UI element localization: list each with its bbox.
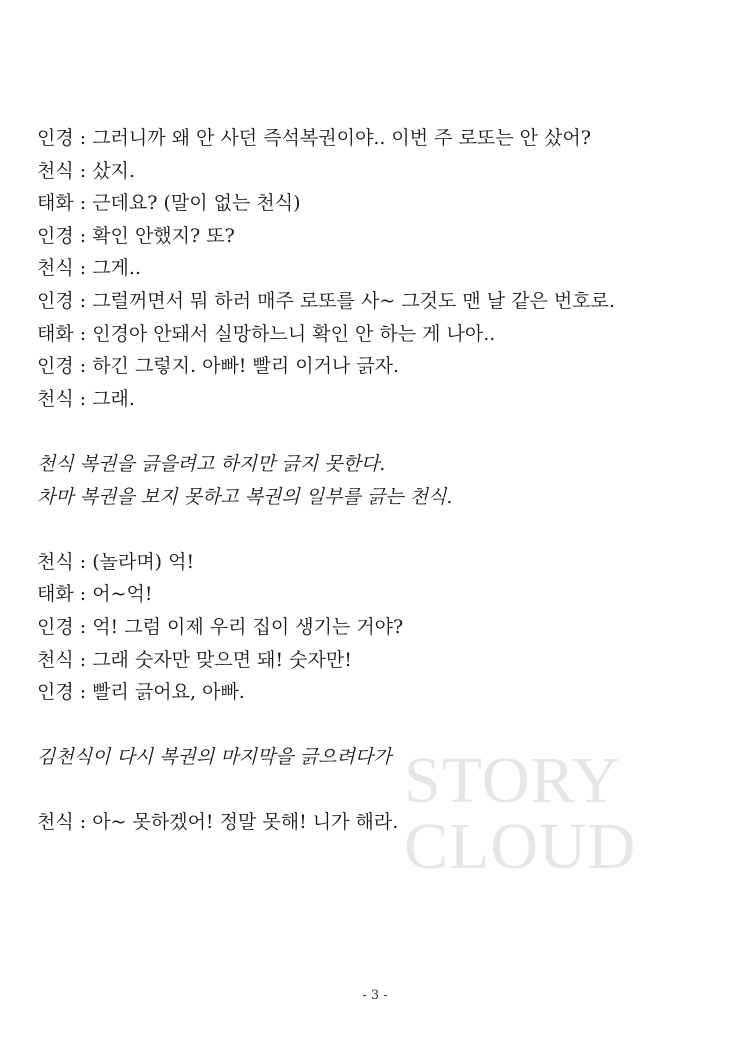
stage-direction: 차마 복권을 보지 못하고 복권의 일부를 긁는 천식. bbox=[37, 485, 453, 508]
dialogue-text: 억! 그럼 이제 우리 집이 생기는 거야? bbox=[92, 615, 404, 638]
dialogue-text: 그게.. bbox=[92, 257, 141, 280]
watermark-line: CLOUD bbox=[404, 810, 637, 883]
speaker-separator: : bbox=[73, 615, 93, 638]
speaker-name: 인경 bbox=[37, 355, 74, 378]
watermark-line: STORY bbox=[404, 744, 621, 817]
speaker-separator: : bbox=[73, 322, 93, 345]
speaker-separator: : bbox=[73, 550, 93, 573]
dialogue-text: (놀라며) 억! bbox=[92, 550, 195, 573]
blank-line bbox=[37, 774, 717, 807]
dialogue-line bbox=[37, 578, 717, 611]
dialogue-line bbox=[37, 644, 717, 677]
speaker-name: 태화 bbox=[37, 583, 74, 606]
speaker-separator: : bbox=[73, 583, 93, 606]
dialogue-text: 샀지. bbox=[92, 159, 135, 182]
dialogue-text: 그래. bbox=[92, 387, 135, 410]
speaker-name: 인경 bbox=[37, 289, 74, 312]
speaker-name: 인경 bbox=[37, 127, 74, 149]
speaker-separator: : bbox=[73, 224, 93, 247]
speaker-name: 천식 bbox=[37, 387, 74, 410]
speaker-name: 천식 bbox=[37, 811, 74, 834]
speaker-separator: : bbox=[73, 648, 93, 671]
dialogue-text: 그래 숫자만 맞으면 돼! 숫자만! bbox=[92, 648, 352, 671]
dialogue-line bbox=[37, 122, 717, 155]
dialogue-line bbox=[37, 383, 717, 416]
dialogue-line bbox=[37, 546, 717, 579]
speaker-separator: : bbox=[73, 811, 93, 834]
blank-line bbox=[37, 513, 717, 546]
stage-direction: 천식 복권을 긁을려고 하지만 긁지 못한다. bbox=[37, 452, 386, 475]
dialogue-text: 하긴 그렇지. 아빠! 빨리 이거나 긁자. bbox=[92, 355, 400, 378]
speaker-separator: : bbox=[73, 681, 93, 704]
dialogue-text: 빨리 긁어요, 아빠. bbox=[92, 681, 245, 704]
dialogue-text: 근데요? (말이 없는 천식) bbox=[92, 192, 301, 215]
dialogue-line bbox=[37, 676, 717, 709]
speaker-separator: : bbox=[73, 127, 93, 149]
dialogue-text: 아~ 못하겠어! 정말 못해! 니가 해라. bbox=[92, 811, 399, 834]
speaker-name: 태화 bbox=[37, 322, 74, 345]
speaker-name: 천식 bbox=[37, 648, 74, 671]
speaker-separator: : bbox=[73, 257, 93, 280]
dialogue-line bbox=[37, 806, 717, 839]
speaker-separator: : bbox=[73, 289, 93, 312]
dialogue-line bbox=[37, 252, 717, 285]
speaker-name: 인경 bbox=[37, 681, 74, 704]
blank-line bbox=[37, 415, 717, 448]
speaker-name: 태화 bbox=[37, 192, 74, 215]
speaker-separator: : bbox=[73, 159, 93, 182]
speaker-name: 천식 bbox=[37, 550, 74, 573]
speaker-separator: : bbox=[73, 192, 93, 215]
speaker-separator: : bbox=[73, 387, 93, 410]
speaker-name: 인경 bbox=[37, 615, 74, 638]
dialogue-line bbox=[37, 318, 717, 351]
dialogue-line bbox=[37, 220, 717, 253]
dialogue-line bbox=[37, 350, 717, 383]
dialogue-text: 확인 안했지? 또? bbox=[92, 224, 235, 247]
blank-line bbox=[37, 709, 717, 742]
dialogue-text: 어~억! bbox=[92, 583, 153, 606]
dialogue-text: 인경아 안돼서 실망하느니 확인 안 하는 게 나아.. bbox=[92, 322, 496, 345]
dialogue-text: 그럴꺼면서 뭐 하러 매주 로또를 사~ 그것도 맨 날 같은 번호로. bbox=[92, 289, 616, 312]
speaker-name: 천식 bbox=[37, 257, 74, 280]
page-number: - 3 - bbox=[362, 988, 388, 1003]
script-content bbox=[37, 122, 717, 839]
dialogue-line bbox=[37, 611, 717, 644]
speaker-separator: : bbox=[73, 355, 93, 378]
dialogue-text: 그러니까 왜 안 사던 즉석복권이야.. 이번 주 로또는 안 샀어? bbox=[92, 127, 591, 149]
speaker-name: 천식 bbox=[37, 159, 74, 182]
speaker-name: 인경 bbox=[37, 224, 74, 247]
stage-direction: 김천식이 다시 복권의 마지막을 긁으려다가 bbox=[37, 746, 392, 769]
dialogue-line bbox=[37, 155, 717, 188]
dialogue-line bbox=[37, 285, 717, 318]
dialogue-line bbox=[37, 187, 717, 220]
